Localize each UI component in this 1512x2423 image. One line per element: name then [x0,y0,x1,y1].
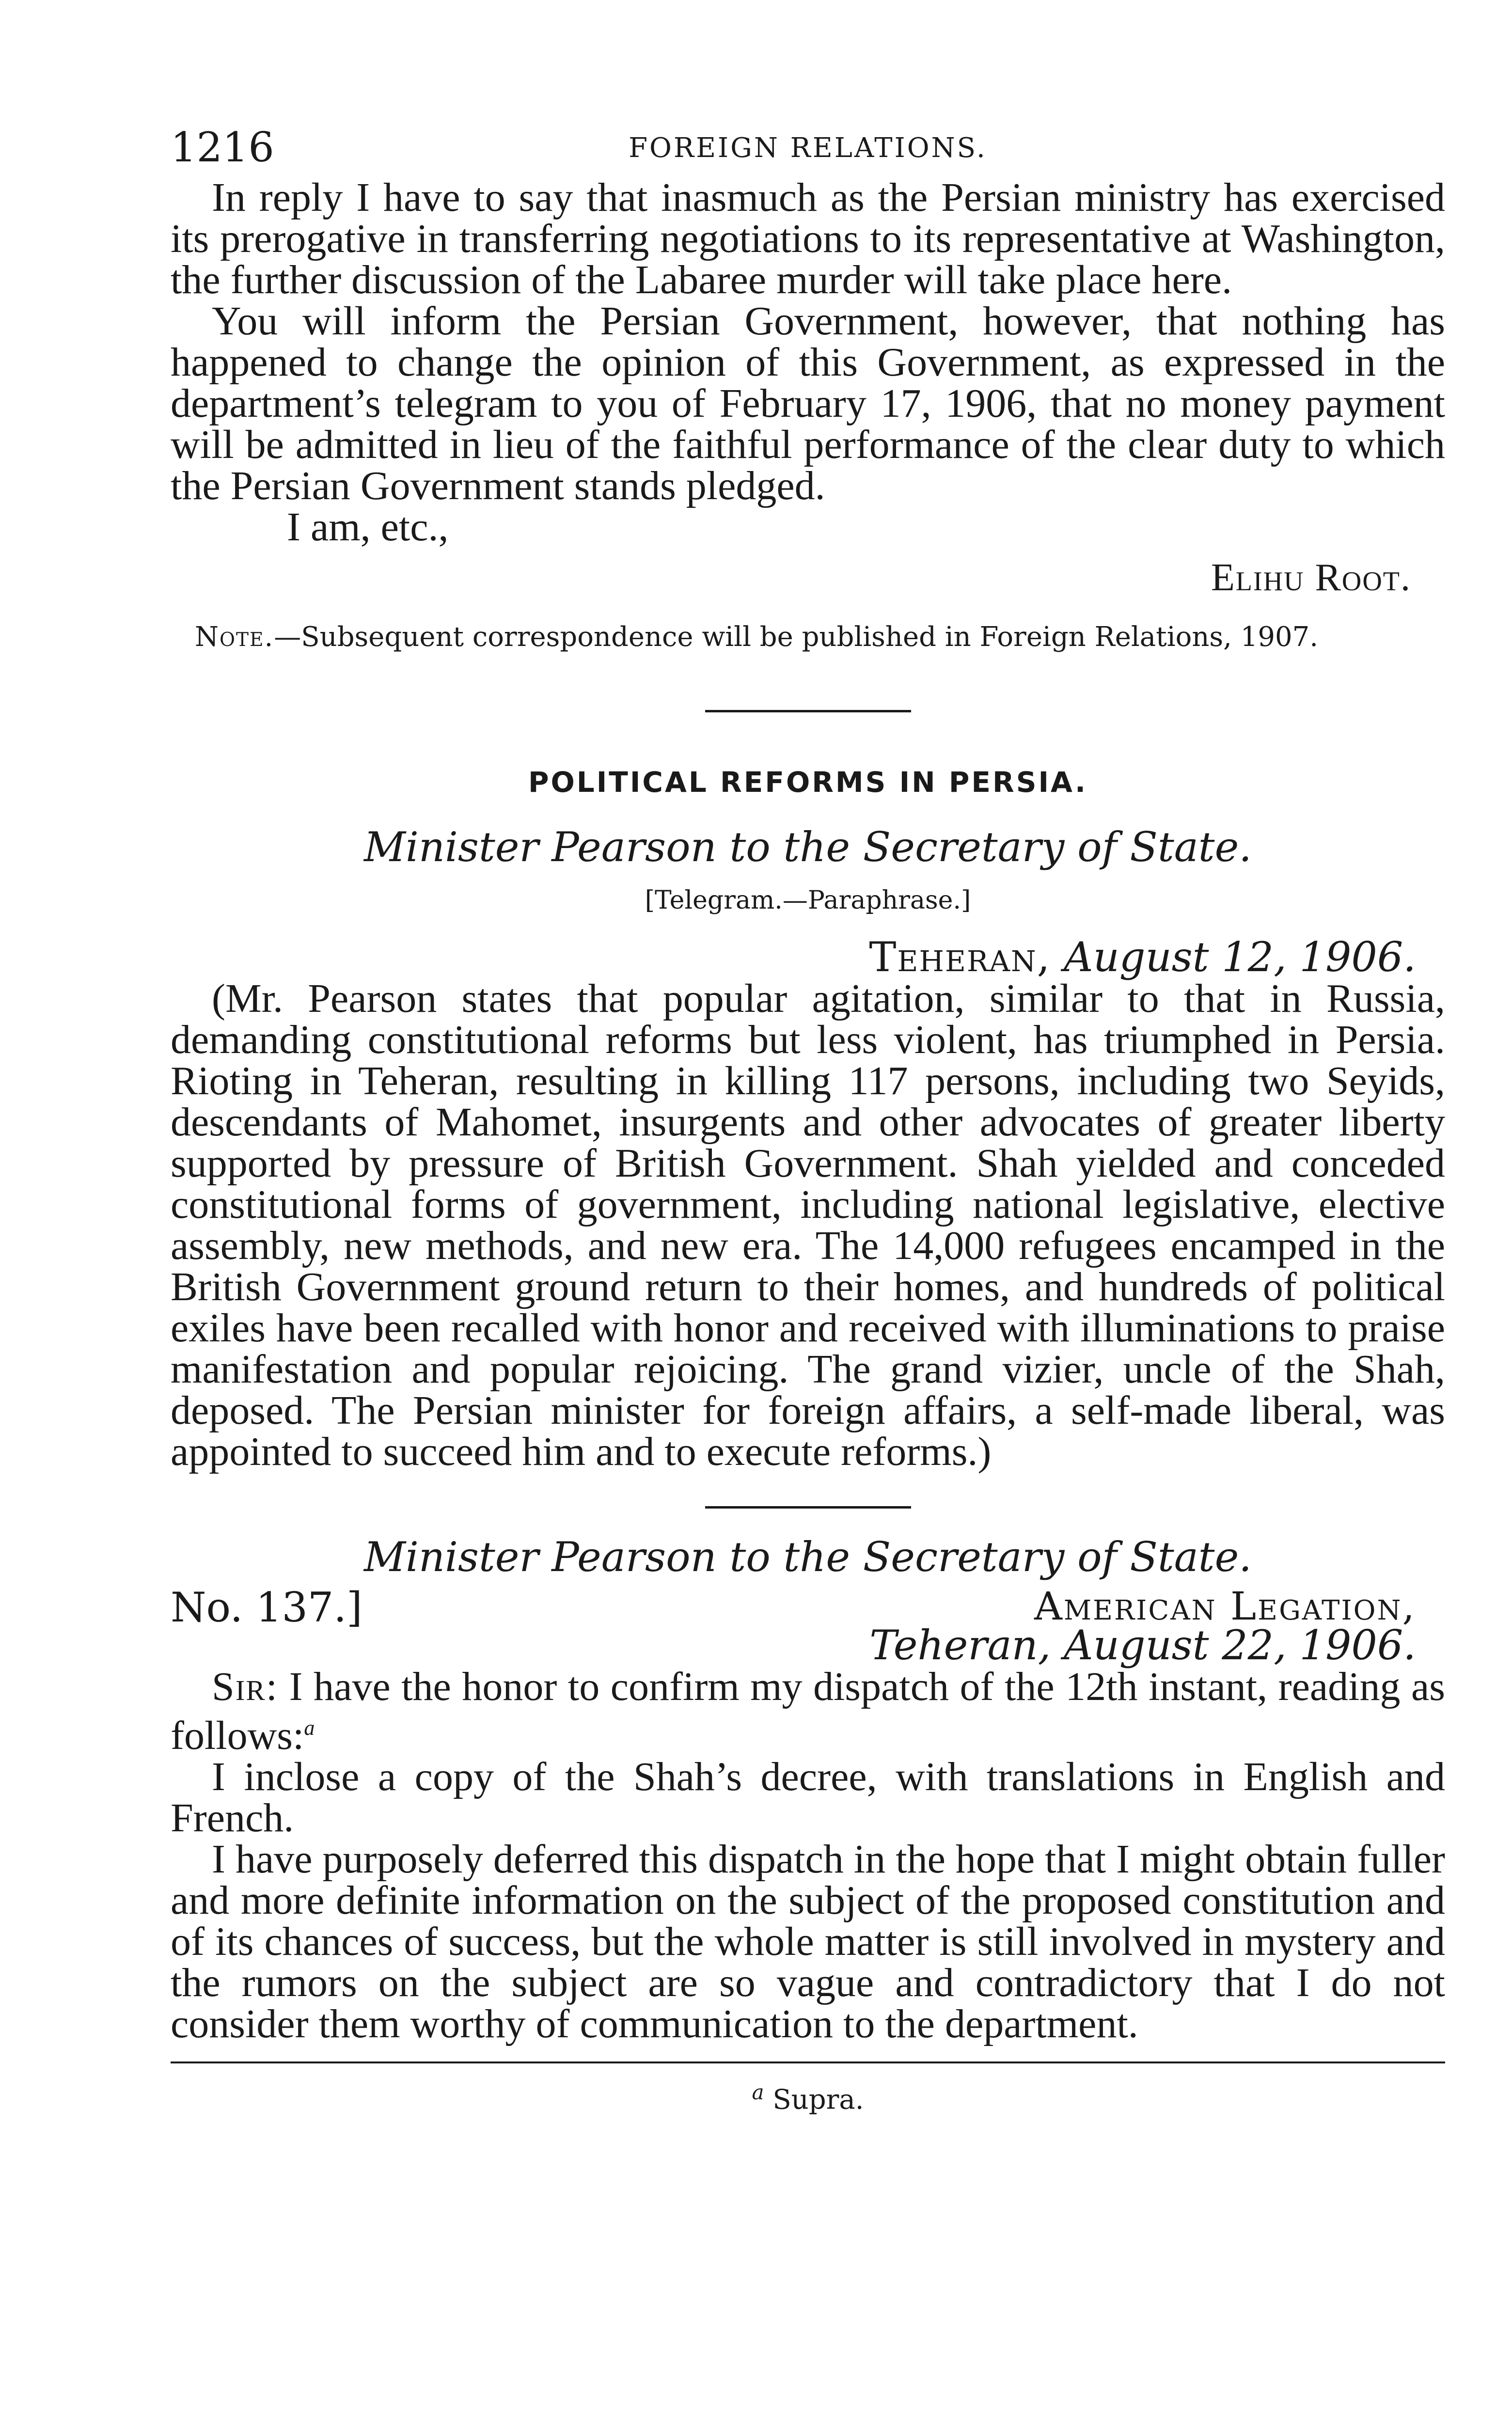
footnote-reference: a [304,1716,315,1740]
dispatch-heading: Minister Pearson to the Secretary of State. [364,1533,1252,1581]
telegram-body: (Mr. Pearson states that popular agitation, similar to that in Russia, demanding constitutional reforms but less violent, has triumphed in Persia. Rioting in Teheran, resulting in killing 117 persons, including two Seyids, descendants of Mahomet, insurgents and other advocates of greater liberty supported by pressure of British Government. Shah yielded and conceded constitutional forms of government, including national legislative, elective assembly, new methods, and new era. The 14,000 refugees encamped in the British Government ground return to their homes, and hundreds of political exiles have been recalled with honor and received with illuminations to praise manifestation and popular rejoicing. The grand vizier, uncle of the Shah, deposed. The Persian minister for foreign affairs, a self-made liberal, was appointed to succeed him and to execute reforms.) [171,976,1445,1474]
dispatch-divider [705,1506,911,1509]
dispatch-paragraph-1 [171,1666,1445,1756]
note-label: Note. [195,621,274,653]
running-head: FOREIGN RELATIONS. [629,132,987,164]
telegram-heading: Minister Pearson to the Secretary of State. [364,823,1252,871]
telegram-place: Teheran, [869,933,1051,981]
salutation: Sir: [212,1664,279,1709]
legation-name: American Legation, [1034,1584,1416,1629]
dispatch-paragraph-2: I inclose a copy of the Shah’s decree, with translations in English and French. [171,1754,1445,1841]
dispatch-place-date: Teheran, August 22, 1906. [869,1621,1416,1669]
page-header [171,124,1445,177]
page-number: 1216 [171,124,274,171]
section-title: POLITICAL REFORMS IN PERSIA. [528,766,1088,799]
footnote-marker: a [752,2080,764,2104]
telegram-subheading: [Telegram.—Paraphrase.] [645,886,971,915]
footnote [171,2080,1445,2116]
letter-paragraph-2: You will inform the Persian Government, however, that nothing has happened to change the opinion of this Government, as expressed in the department’s telegram to you of February 17, 1906, that no money payment will be admitted in lieu of the faithful performance of the clear duty to which the Persian Government stands pledged. [171,299,1445,508]
letter-closing: I am, etc., [287,504,449,550]
footnote-rule [171,2061,1445,2063]
dispatch-number: No. 137.] [171,1584,362,1631]
telegram-dateline [171,933,1416,981]
telegram-date: August 12, 1906. [1064,933,1416,981]
dispatch-paragraph-1-text: I have the honor to confirm my dispatch of the 12th instant, reading as follows: [171,1664,1446,1758]
document-page [171,124,1445,2116]
letter-paragraph-1: In reply I have to say that inasmuch as the Persian ministry has exercised its prerogative in transferring negotiations to its representative at Washington, the further discussion of the Labaree murder will take place here. [171,175,1445,302]
letter-signature: Elihu Root. [1211,556,1411,599]
note-text: —Subsequent correspondence will be published in Foreign Relations, 1907. [274,621,1319,653]
section-divider [705,710,911,712]
footnote-text: Supra. [772,2084,864,2116]
dispatch-number-row [171,1584,1445,1631]
editorial-note [171,618,1445,657]
dispatch-paragraph-3: I have purposely deferred this dispatch in the hope that I might obtain fuller and more definite information on the subject of the proposed constitution and of its chances of success, but the whole matter is still involved in mystery and the rumors on the subject are so vague and contradictory that I do not consider them worthy of communication to the department. [171,1837,1445,2046]
